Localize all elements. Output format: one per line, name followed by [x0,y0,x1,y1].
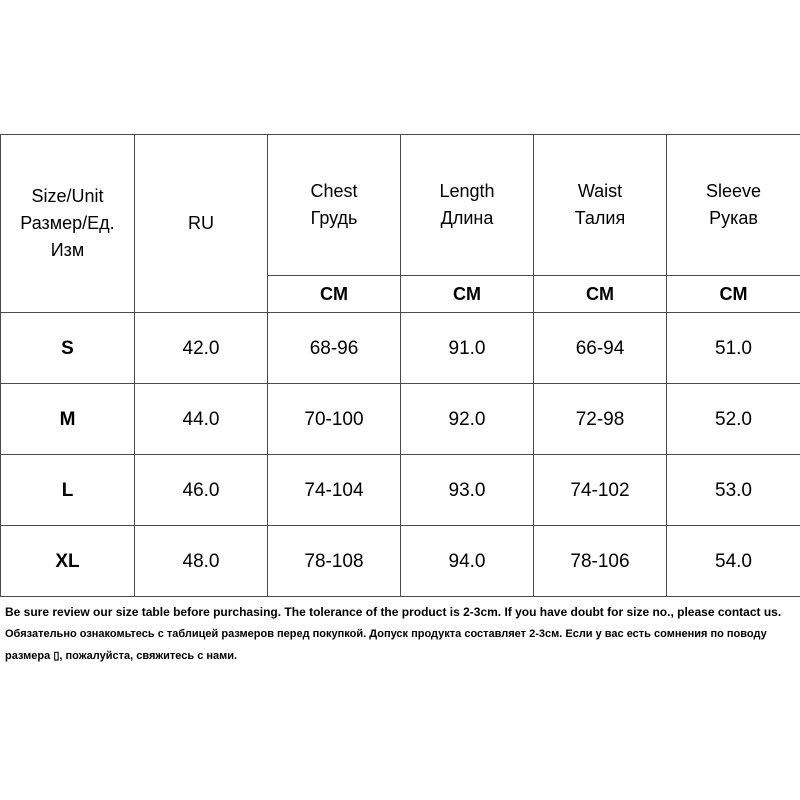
cell-chest: 70-100 [268,384,401,455]
cell-ru: 48.0 [135,526,268,597]
cell-chest: 74-104 [268,455,401,526]
cell-ru: 42.0 [135,313,268,384]
header-waist: Waist Талия [534,135,667,276]
header-length: Length Длина [401,135,534,276]
table-row [1,526,800,597]
note-english: Be sure review our size table before purchasing. The tolerance of the product is 2-3cm. If you have doubt for size no., please contact us. [5,605,782,619]
table-row [1,384,800,455]
header-ru: RU [135,135,268,313]
size-chart-table [0,134,800,597]
unit-sleeve: CM [667,276,800,313]
header-chest: Chest Грудь [268,135,401,276]
cell-waist: 72-98 [534,384,667,455]
cell-length: 93.0 [401,455,534,526]
unit-waist: CM [534,276,667,313]
cell-size: XL [1,526,135,597]
cell-length: 94.0 [401,526,534,597]
cell-ru: 44.0 [135,384,268,455]
unit-length: CM [401,276,534,313]
table-row [1,313,800,384]
cell-sleeve: 54.0 [667,526,800,597]
cell-length: 92.0 [401,384,534,455]
cell-chest: 68-96 [268,313,401,384]
cell-waist: 78-106 [534,526,667,597]
cell-sleeve: 51.0 [667,313,800,384]
cell-size: L [1,455,135,526]
cell-chest: 78-108 [268,526,401,597]
header-size-unit: Size/Unit Размер/Ед. Изм [1,135,135,313]
cell-waist: 74-102 [534,455,667,526]
cell-size: M [1,384,135,455]
table-row [1,455,800,526]
cell-sleeve: 53.0 [667,455,800,526]
cell-waist: 66-94 [534,313,667,384]
unit-chest: CM [268,276,401,313]
cell-length: 91.0 [401,313,534,384]
header-sleeve: Sleeve Рукав [667,135,800,276]
size-notes [5,601,797,667]
cell-sleeve: 52.0 [667,384,800,455]
cell-size: S [1,313,135,384]
cell-ru: 46.0 [135,455,268,526]
header-row [1,135,800,276]
note-russian: Обязательно ознакомьтесь с таблицей размеров перед покупкой. Допуск продукта составляет 2-3см. Если у вас есть сомнения по поводу размера ▯, пожалуйста, свяжитесь с нами. [5,628,767,662]
